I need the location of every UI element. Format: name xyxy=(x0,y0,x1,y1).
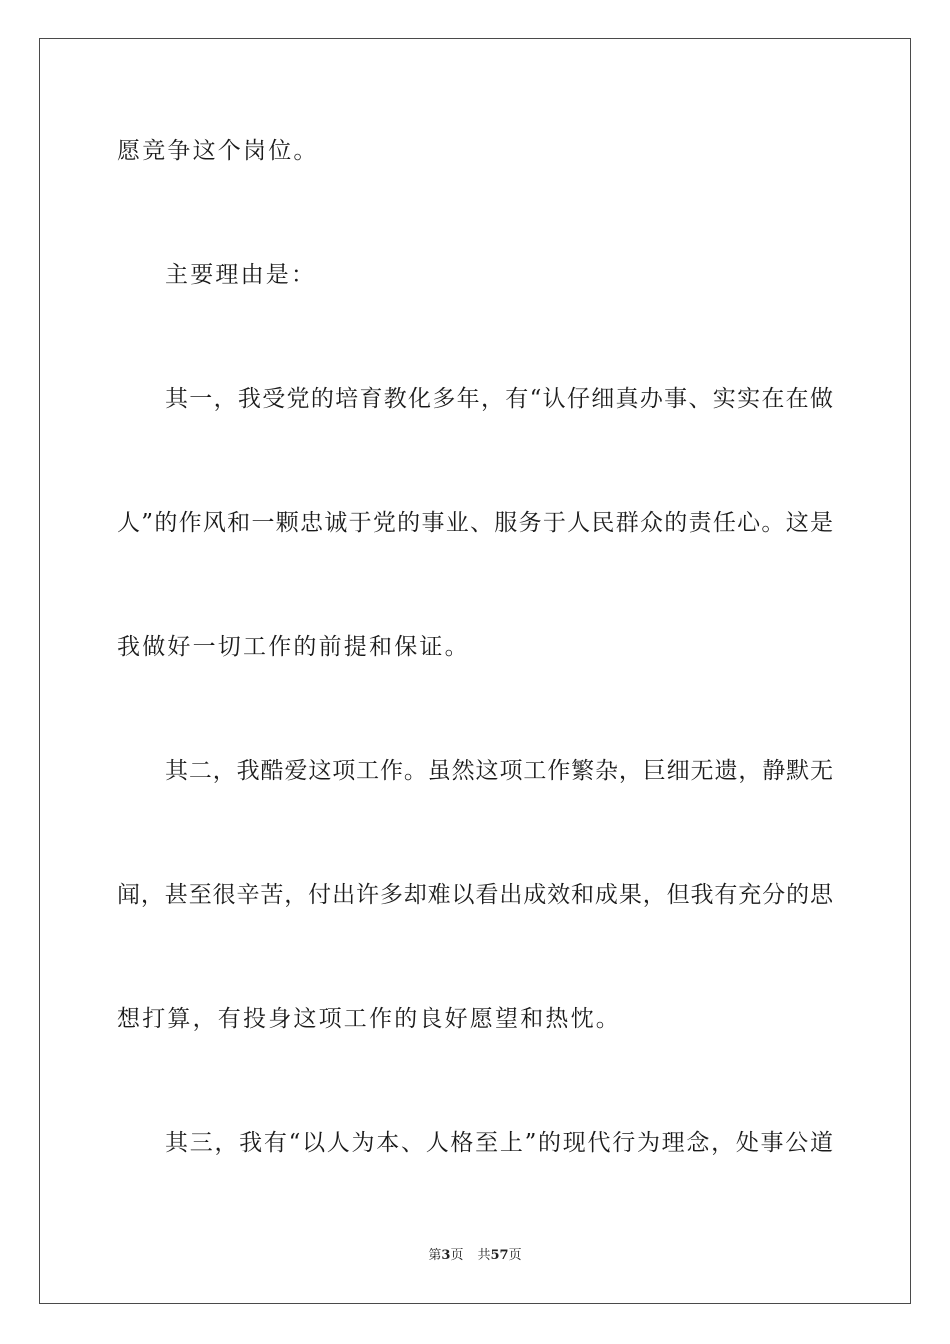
page-suffix: 页 xyxy=(450,1248,464,1263)
total-pages: 57 xyxy=(490,1248,509,1263)
page-footer xyxy=(0,1247,950,1265)
page-border xyxy=(39,38,911,1304)
text-line-9: 其三，我有“以人为本、人格至上”的现代行为理念，处事公道 xyxy=(165,1130,833,1156)
text-line-8: 想打算，有投身这项工作的良好愿望和热忱。 xyxy=(117,1006,621,1032)
total-prefix: 共 xyxy=(477,1248,491,1263)
text-line-5: 我做好一切工作的前提和保证。 xyxy=(117,634,470,660)
page-prefix: 第 xyxy=(428,1248,442,1263)
page-number: 3 xyxy=(441,1248,451,1263)
text-line-7: 闻，甚至很辛苦，付出许多却难以看出成效和成果，但我有充分的思 xyxy=(117,882,833,908)
total-suffix: 页 xyxy=(508,1248,522,1263)
text-line-3: 其一，我受党的培育教化多年，有“认仔细真办事、实实在在做 xyxy=(165,386,833,412)
text-line-4: 人”的作风和一颗忠诚于党的事业、服务于人民群众的责任心。这是 xyxy=(117,510,833,536)
text-line-1: 愿竞争这个岗位。 xyxy=(117,138,319,164)
text-line-6: 其二，我酷爱这项工作。虽然这项工作繁杂，巨细无遗，静默无 xyxy=(165,758,833,784)
text-line-2: 主要理由是： xyxy=(165,262,317,288)
